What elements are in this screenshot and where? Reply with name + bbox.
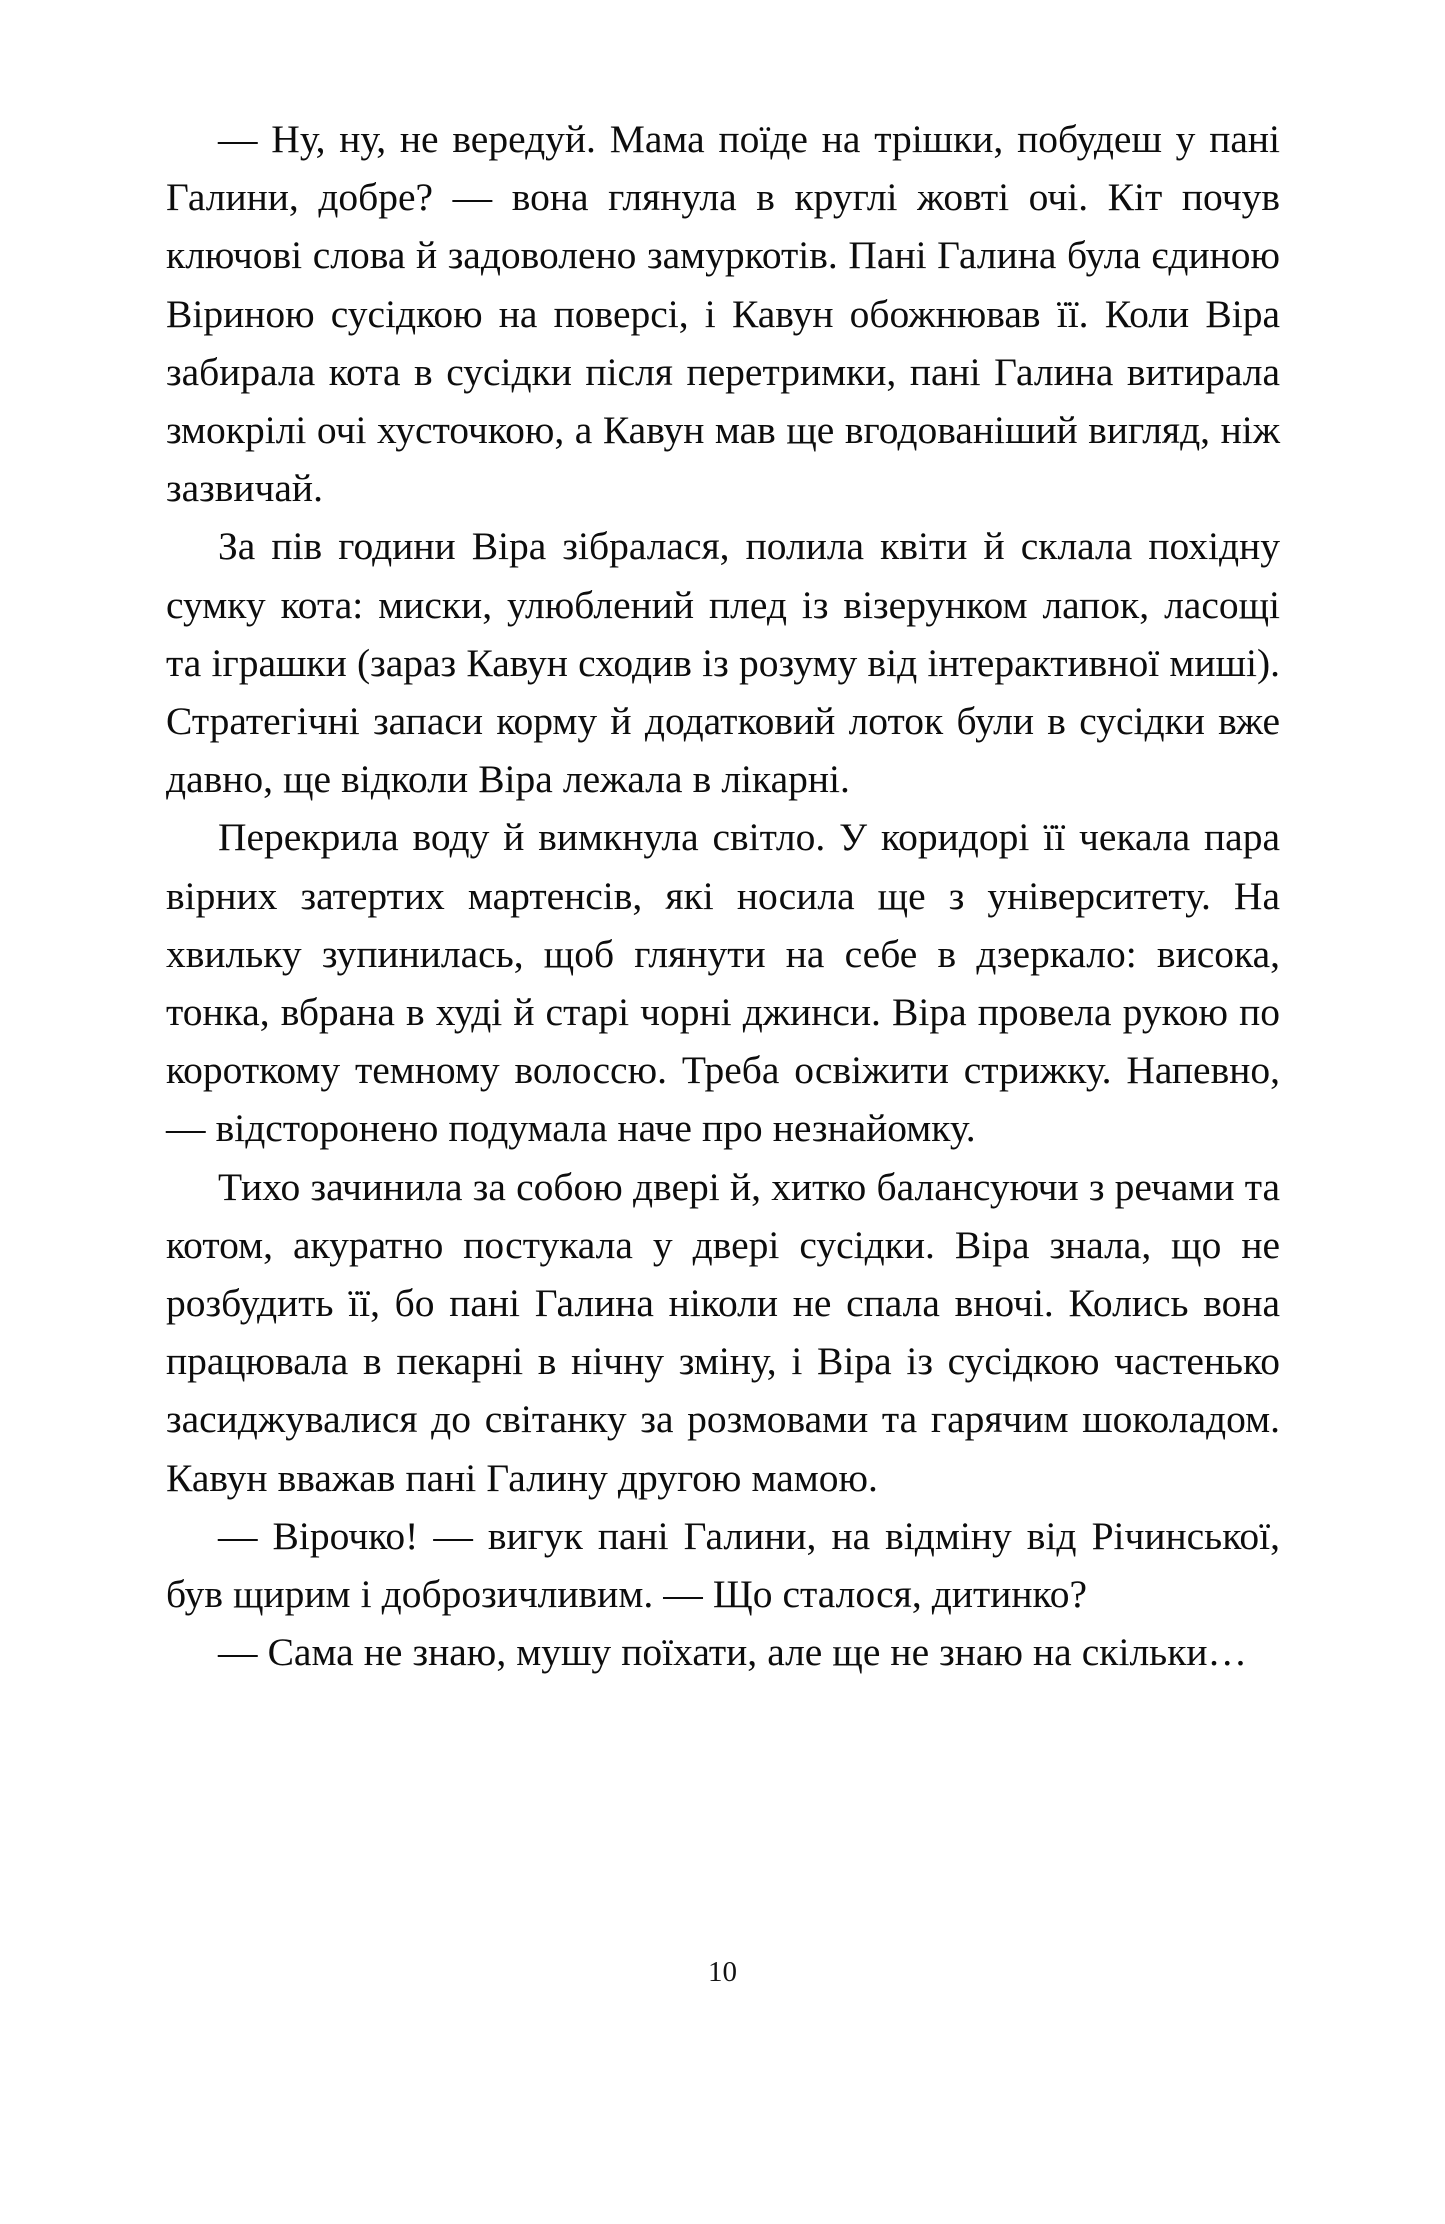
paragraph: Перекрила воду й вимкнула світло. У коридорі її чекала пара вірних затертих мартенсів, які носила ще з університету. На хвильку зупинилась, щоб глянути на себе в дзеркало: висока, тонка, вбрана в худі й старі чорні джинси. Віра провела рукою по короткому темному волоссю. Треба освіжити стрижку. Напевно, — відсторонено подумала наче про незнайомку. [166, 815, 1280, 1151]
paragraph: — Ну, ну, не вередуй. Мама поїде на трішки, побудеш у пані Галини, добре? — вона глянула в круглі жовті очі. Кіт почув ключові слова й задоволено замуркотів. Пані Галина була єдиною Віриною сусідкою на поверсі, і Кавун обожнював її. Коли Віра забирала кота в сусідки після перетримки, пані Галина витирала змокрілі очі хусточкою, а Кавун мав ще вгодованіший вигляд, ніж зазвичай. [166, 117, 1280, 511]
page-number: 10 [708, 1956, 737, 1988]
paragraph: За пів години Віра зібралася, полила квіти й склала похідну сумку кота: миски, улюблений плед із візерунком лапок, ласощі та іграшки (зараз Кавун сходив із розуму від інтерактивної миші). Стратегічні запаси корму й додатковий лоток були в сусідки вже давно, ще відколи Віра лежала в лікарні. [166, 524, 1280, 802]
body-text-column [166, 110, 1280, 1681]
paragraph: — Сама не знаю, мушу поїхати, але ще не знаю на скільки… [218, 1630, 1248, 1675]
paragraph: Тихо зачинила за собою двері й, хитко балансуючи з речами та котом, акуратно постукала у двері сусідки. Віра знала, що не розбудить її, бо пані Галина ніколи не спала вночі. Колись вона працювала в пекарні в нічну зміну, і Віра із сусідкою частенько засиджувалися до світанку за розмовами та гарячим шоколадом. Кавун вважав пані Галину другою мамою. [166, 1164, 1280, 1500]
paragraph: — Вірочко! — вигук пані Галини, на відміну від Річинської, був щирим і доброзичливим. — Що сталося, дитинко? [166, 1513, 1280, 1617]
